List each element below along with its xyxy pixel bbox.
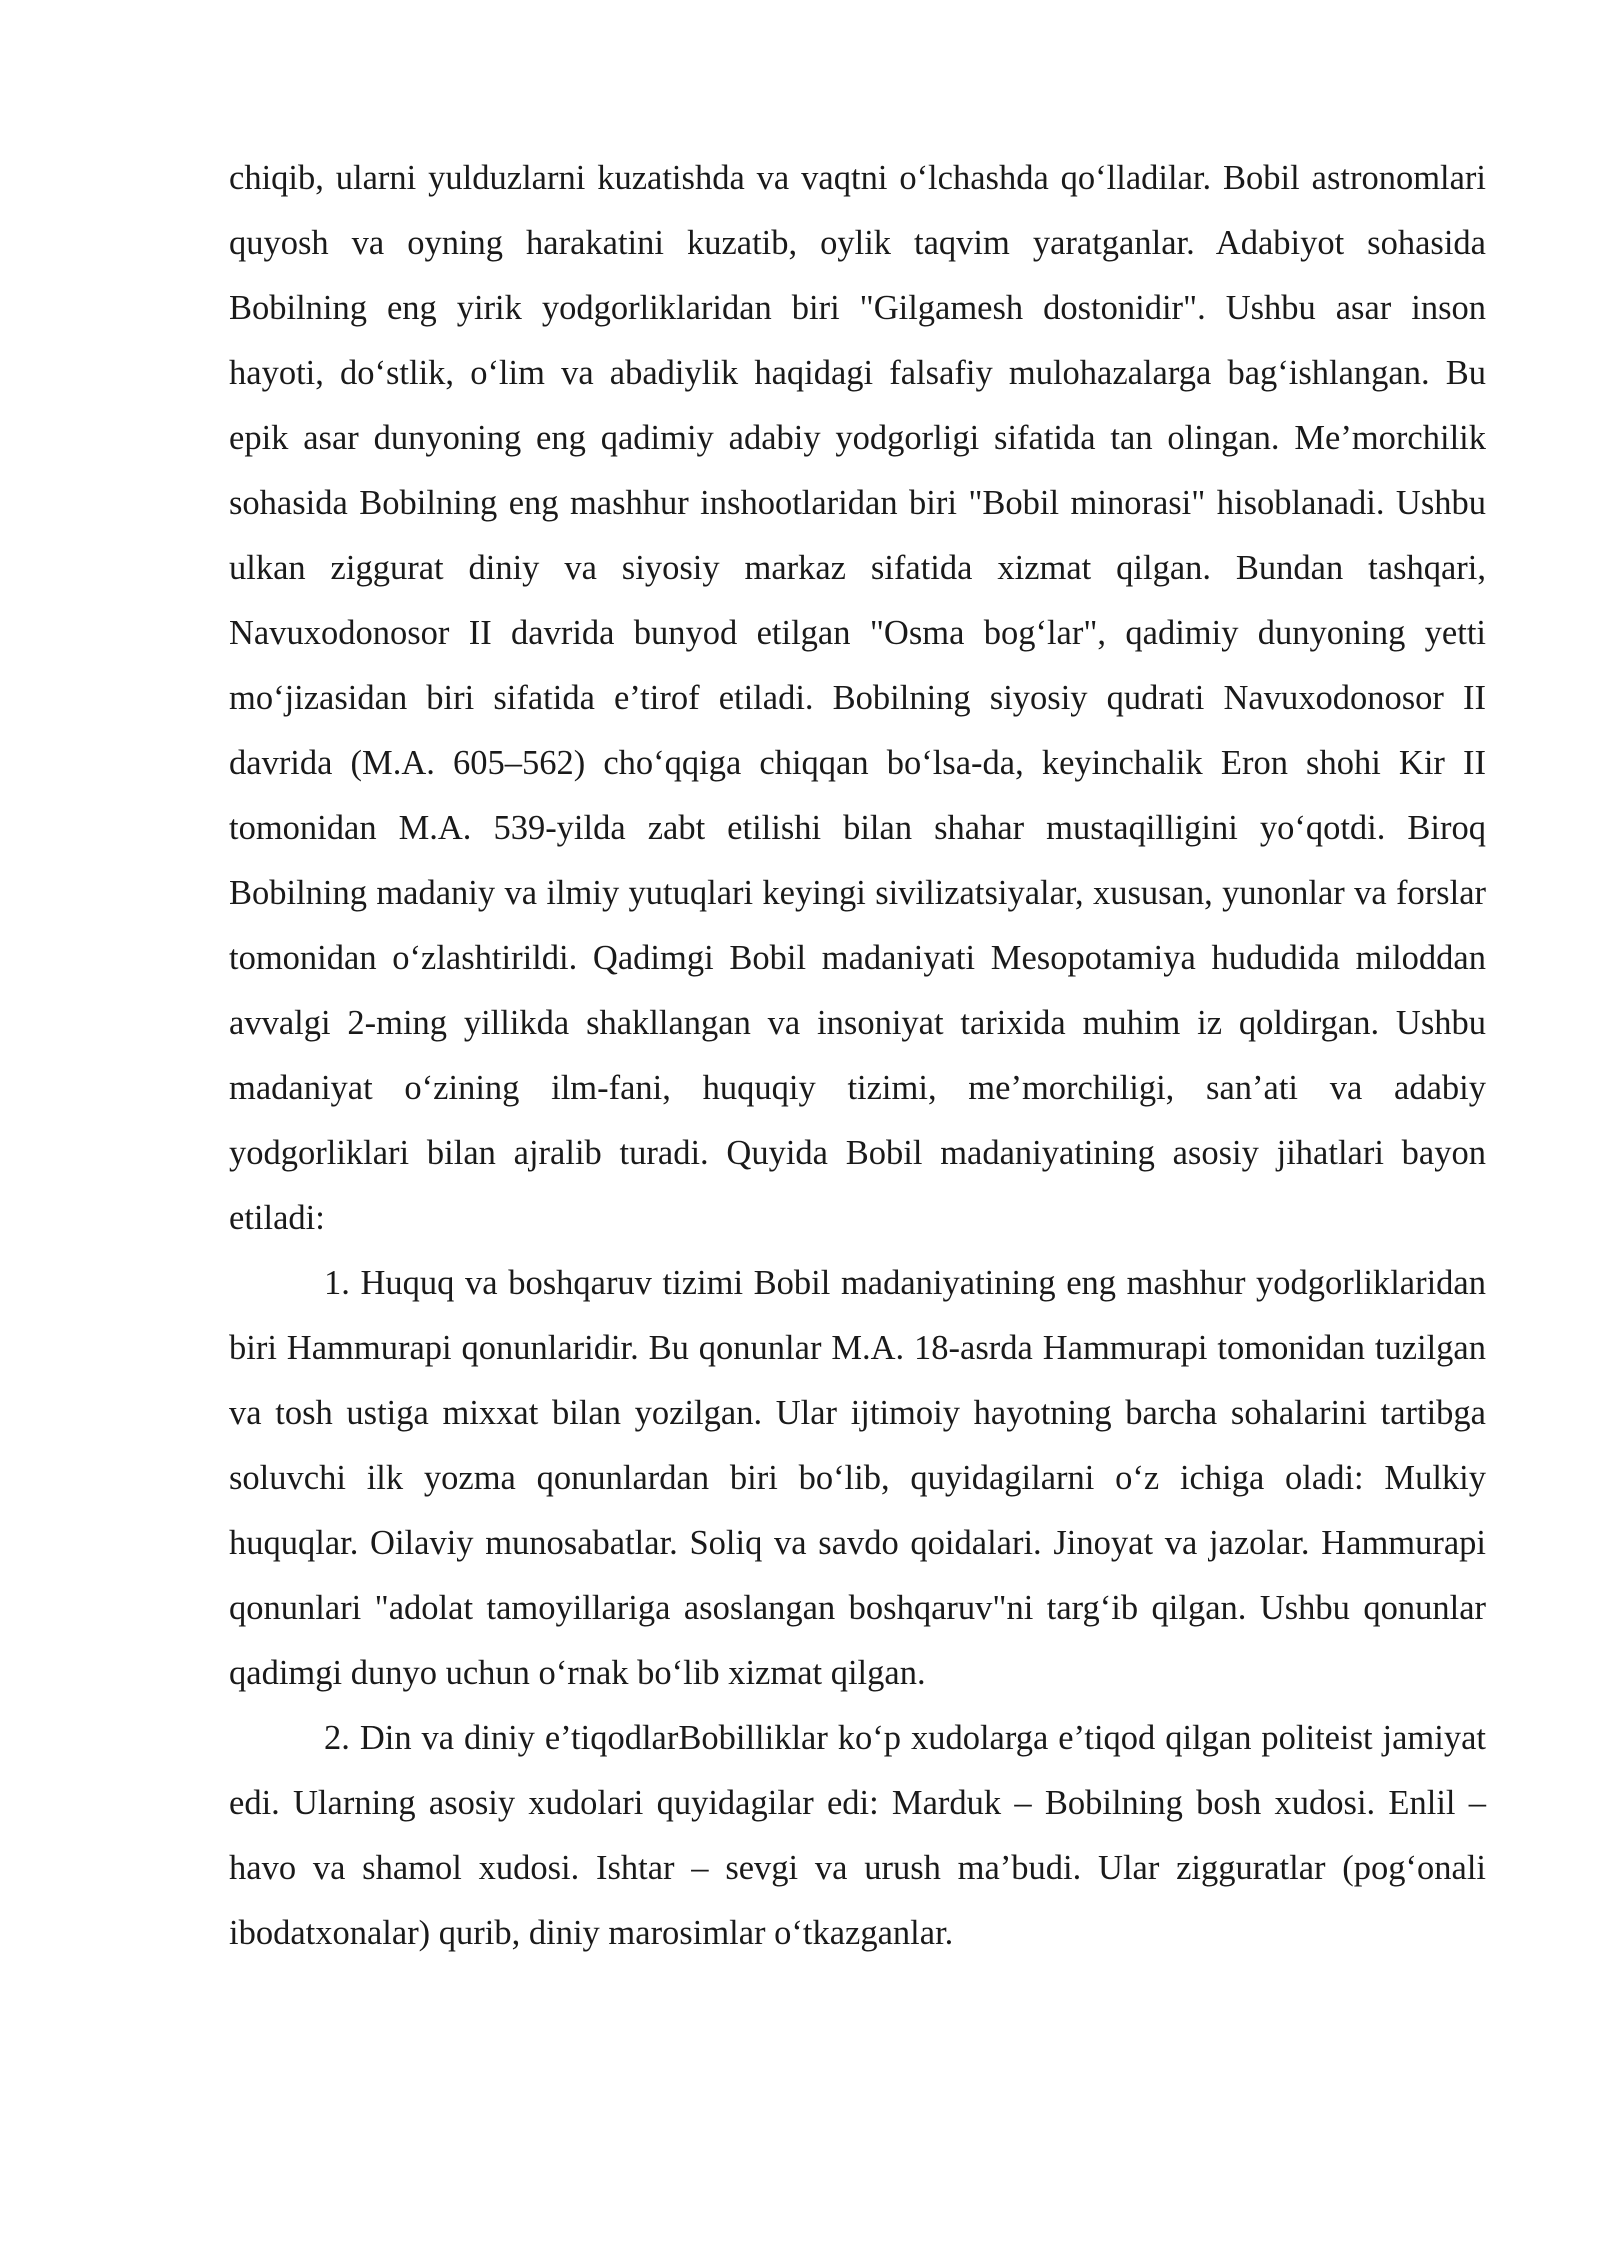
- paragraph-2: 1. Huquq va boshqaruv tizimi Bobil madaniyatining eng mashhur yodgorliklaridan biri Hammurapi qonunlaridir. Bu qonunlar M.A. 18-asrda Hammurapi tomonidan tuzilgan va tosh ustiga mixxat bilan yozilgan. Ular ijtimoiy hayotning barcha sohalarini tartibga soluvchi ilk yozma qonunlardan biri bo‘lib, quyidagilarni o‘z ichiga oladi: Mulkiy huquqlar. Oilaviy munosabatlar. Soliq va savdo qoidalari. Jinoyat va jazolar. Hammurapi qonunlari "adolat tamoyillariga asoslangan boshqaruv"ni targ‘ib qilgan. Ushbu qonunlar qadimgi dunyo uchun o‘rnak bo‘lib xizmat qilgan.: [229, 1264, 1486, 1692]
- document-body: [229, 146, 1486, 1966]
- paragraph-1: chiqib, ularni yulduzlarni kuzatishda va vaqtni o‘lchashda qo‘lladilar. Bobil astronomlari quyosh va oyning harakatini kuzatib, oylik taqvim yaratganlar. Adabiyot sohasida Bobilning eng yirik yodgorliklaridan biri "Gilgamesh dostonidir". Ushbu asar inson hayoti, do‘stlik, o‘lim va abadiylik haqidagi falsafiy mulohazalarga bag‘ishlangan. Bu epik asar dunyoning eng qadimiy adabiy yodgorligi sifatida tan olingan. Me’morchilik sohasida Bobilning eng mashhur inshootlaridan biri "Bobil minorasi" hisoblanadi. Ushbu ulkan ziggurat diniy va siyosiy markaz sifatida xizmat qilgan. Bundan tashqari, Navuxodonosor II davrida bunyod etilgan "Osma bog‘lar", qadimiy dunyoning yetti mo‘jizasidan biri sifatida e’tirof etiladi. Bobilning siyosiy qudrati Navuxodonosor II davrida (M.A. 605–562) cho‘qqiga chiqqan bo‘lsa-da, keyinchalik Eron shohi Kir II tomonidan M.A. 539-yilda zabt etilishi bilan shahar mustaqilligini yo‘qotdi. Biroq Bobilning madaniy va ilmiy yutuqlari keyingi sivilizatsiyalar, xususan, yunonlar va forslar tomonidan o‘zlashtirildi. Qadimgi Bobil madaniyati Mesopotamiya hududida miloddan avvalgi 2-ming yillikda shakllangan va insoniyat tarixida muhim iz qoldirgan. Ushbu madaniyat o‘zining ilm-fani, huquqiy tizimi, me’morchiligi, san’ati va adabiy yodgorliklari bilan ajralib turadi. Quyida Bobil madaniyatining asosiy jihatlari bayon etiladi:: [229, 159, 1486, 1237]
- paragraph-3: 2. Din va diniy e’tiqodlarBobilliklar ko‘p xudolarga e’tiqod qilgan politeist jamiyat edi. Ularning asosiy xudolari quyidagilar edi: Marduk – Bobilning bosh xudosi. Enlil – havo va shamol xudosi. Ishtar – sevgi va urush ma’budi. Ular zigguratlar (pog‘onali ibodatxonalar) qurib, diniy marosimlar o‘tkazganlar.: [229, 1719, 1486, 1952]
